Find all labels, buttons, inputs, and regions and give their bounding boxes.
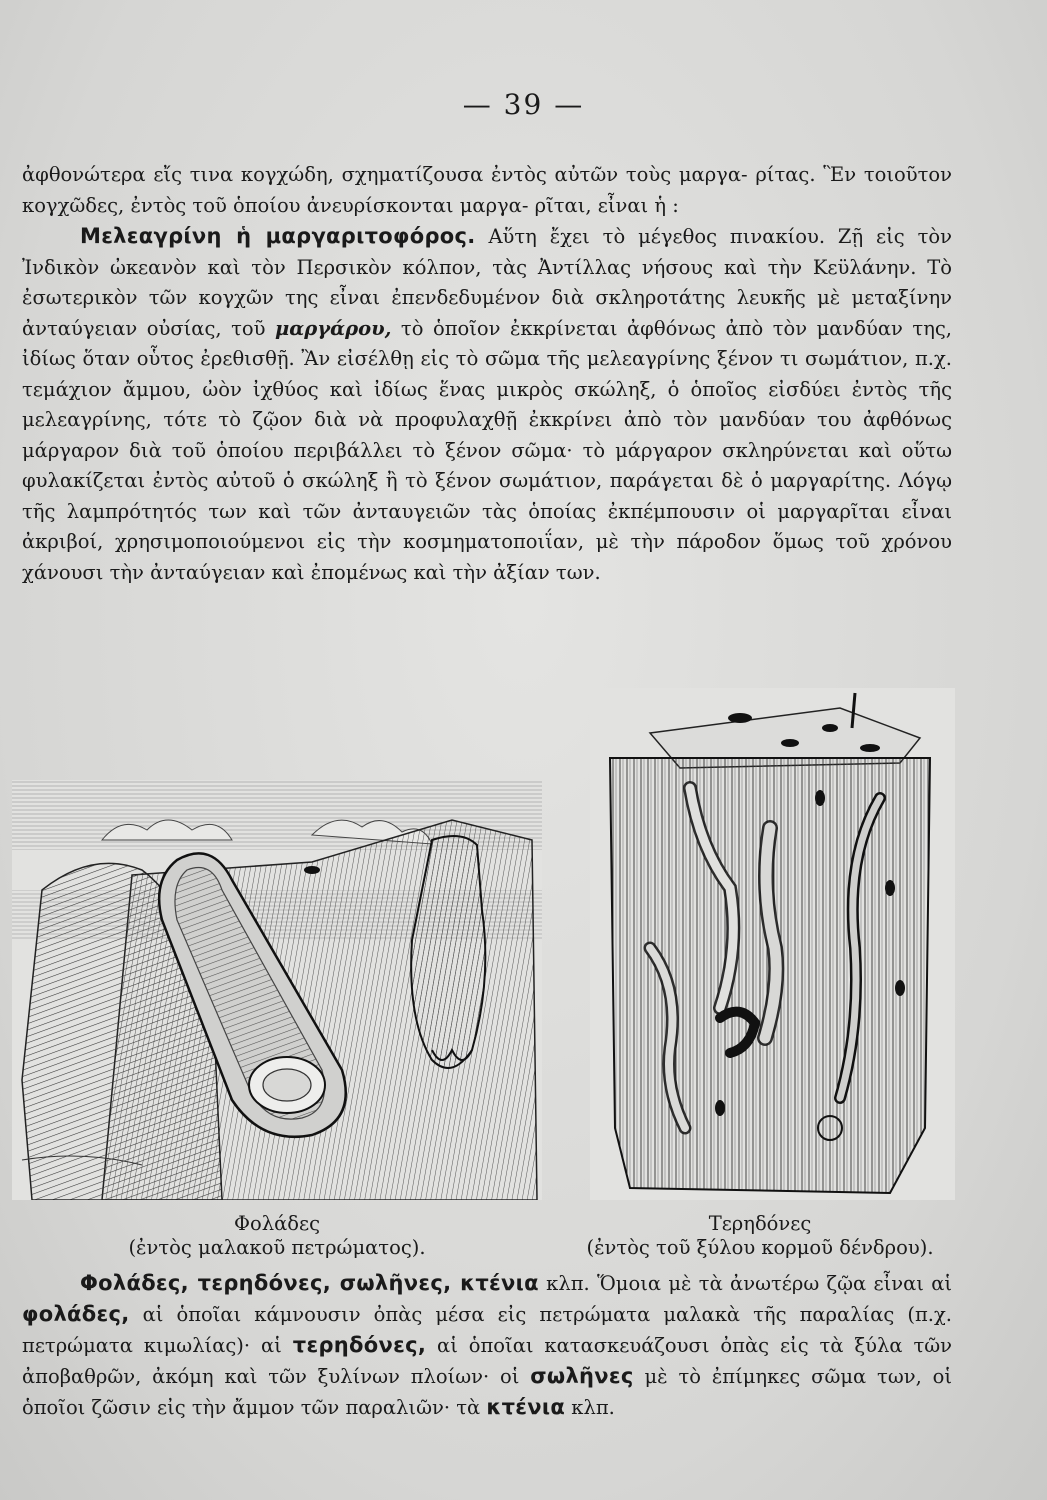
paragraph-text: μὲ τὸ ἐπίμηκες σῶμα των, οἱ ὁποῖοι ζῶσιν εἰς τὴν ἄμμον τῶν παραλιῶν· τὰ <box>22 1365 952 1419</box>
text-block-bottom <box>22 1268 952 1423</box>
figure-pholades <box>12 780 542 1200</box>
section-heading-pholades: Φολάδες, τερηδόνες, σωλῆνες, κτένια <box>80 1271 539 1295</box>
paragraph-meleagrine <box>22 221 952 588</box>
caption-title: Φολάδες <box>233 1212 321 1235</box>
caption-teredo <box>560 1212 960 1260</box>
term-solenes: σωλῆνες <box>530 1364 634 1388</box>
section-heading-meleagrine: Μελεαγρίνη ἡ μαργαριτοφόρος. <box>80 224 476 248</box>
figure-teredo <box>590 688 955 1200</box>
line: ρίτας. Ἓν τοιοῦτον κογχῶδες, ἐντὸς τοῦ ὁποίου ἀνευρίσκονται μαργα- <box>22 163 952 217</box>
term-teredones: τερηδόνες, <box>292 1333 427 1357</box>
paragraph-text: κλπ. <box>565 1396 615 1419</box>
pholades-illustration <box>12 780 542 1200</box>
term-margaron: μαργάρου, <box>275 316 392 340</box>
teredo-illustration <box>590 688 955 1200</box>
paragraph-text: Αὕτη ἔχει τὸ μέγεθος πινακίου. Ζῇ εἰς τὸν Ἰνδικὸν ὠκεανὸν καὶ τὸν Περσικὸν κόλπον, τὰς Ἀντίλλας νήσους καὶ τὴν Κεϋλάνην. Τὸ ἐσωτερικὸν τῶν κογχῶν της εἶναι ἐπενδεδυμένον διὰ σκληροτάτης λευκῆς μὲ μεταξίνην ἀνταύγειαν οὐσίας, τοῦ <box>22 225 952 340</box>
paragraph-text: κλπ. Ὅμοια μὲ τὰ ἀνωτέρω ζῷα εἶναι αἱ <box>538 1272 953 1295</box>
caption-subtitle: (ἐντὸς μαλακοῦ πετρώματος). <box>128 1236 426 1259</box>
page-number: — 39 — <box>462 88 585 121</box>
paragraph-text: αἱ ὁποῖαι κατασκευάζουσι ὀπὰς εἰς τὰ ξύλα τῶν ἀποβαθρῶν, ἀκόμη καὶ τῶν ξυλίνων πλοίων· οἱ <box>22 1334 952 1388</box>
term-pholades: φολάδες, <box>22 1302 130 1326</box>
caption-title: Τερηδόνες <box>708 1212 812 1235</box>
line: ἀφθονώτερα εἴς τινα κογχώδη, σχηματίζουσα ἐντὸς αὐτῶν τοὺς μαργα- <box>22 163 748 186</box>
paragraph-text: τὸ ὁποῖον ἐκκρίνεται ἀφθόνως ἀπὸ τὸν μανδύαν της, ἰδίως ὅταν οὗτος ἐρεθισθῇ. Ἂν εἰσέλθῃ εἰς τὸ σῶμα τῆς μελεαγρίνης ξένον τι σωμάτιον, π.χ. τεμάχιον ἄμμου, ὠὸν ἰχθύος καὶ ἰδίως ἕνας μικρὸς σκώληξ, ὁ ὁποῖος εἰσδύει ἐντὸς τῆς μελεαγρίνης, τότε τὸ ζῷον διὰ νὰ προφυλαχθῇ ἐκκρίνει ἀπὸ τὸν μανδύαν του ἀφθόνως μάργαρον διὰ τοῦ ὁποίου περιβάλλει τὸ ξένον σῶμα· τὸ μάργαρον σκληρύνεται καὶ οὕτω φυλακίζεται ἐντὸς αὐτοῦ ὁ σκώληξ ἢ τὸ ξένον σωμάτιον, παράγεται δὲ ὁ μαργαρίτης. Λόγῳ τῆς λαμπρότητός των καὶ τῶν ἀνταυγειῶν τὰς ὁποίας ἐκπέμπουσιν οἱ μαργαρῖται εἶναι ἀκριβοί, χρησιμοποιούμενοι εἰς τὴν κοσμηματοποιΐαν, μὲ τὴν πάροδον ὅμως τοῦ χρόνου χάνουσι τὴν ἀνταύγειαν καὶ ἐπομένως καὶ τὴν ἀξίαν των. <box>22 316 952 584</box>
paragraph-text: αἱ ὁποῖαι κάμνουσιν ὀπὰς μέσα εἰς πετρώματα μαλακὰ τῆς παραλίας (π.χ. πετρώματα κιμωλίας)· αἱ <box>22 1303 952 1357</box>
paragraph-continuation <box>22 160 952 221</box>
caption-subtitle: (ἐντὸς τοῦ ξύλου κορμοῦ δένδρου). <box>586 1236 934 1259</box>
text-block-top <box>22 160 952 588</box>
line: ρῖται, εἶναι ἡ : <box>534 193 679 217</box>
caption-pholades <box>12 1212 542 1260</box>
term-ktenia: κτένια <box>486 1395 566 1419</box>
paragraph-pholades <box>22 1268 952 1423</box>
